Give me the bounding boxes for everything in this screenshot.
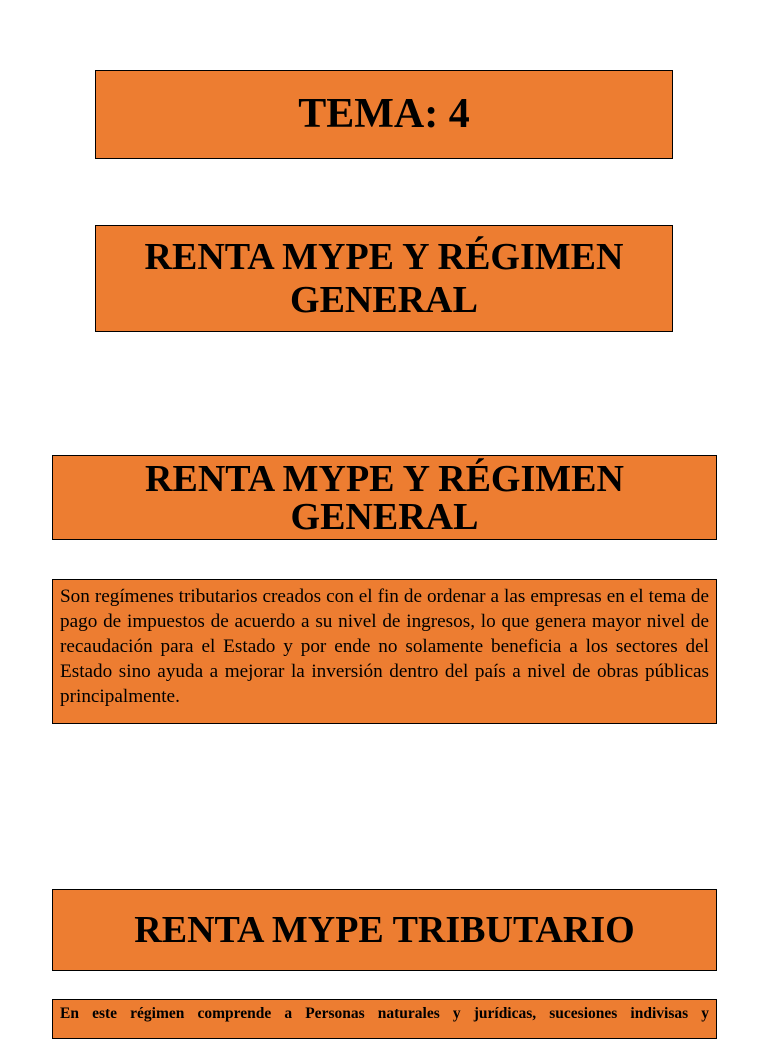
- regime-description-paragraph: En este régimen comprende a Personas naturales y jurídicas, sucesiones indivisas y: [52, 999, 717, 1039]
- title-renta-mype-regimen-general: RENTA MYPE Y RÉGIMEN GENERAL: [95, 225, 673, 332]
- section-title-renta-mype-tributario: RENTA MYPE TRIBUTARIO: [52, 889, 717, 971]
- tema-heading: TEMA: 4: [95, 70, 673, 159]
- section-title-renta-mype-regimen-general: RENTA MYPE Y RÉGIMEN GENERAL: [52, 455, 717, 540]
- definition-paragraph: Son regímenes tributarios creados con el fin de ordenar a las empresas en el tema de pago de impuestos de acuerdo a su nivel de ingresos, lo que genera mayor nivel de recaudación para el Estado y por ende no solamente beneficia a los sectores del Estado sino ayuda a mejorar la inversión dentro del país a nivel de obras públicas principalmente.: [52, 579, 717, 724]
